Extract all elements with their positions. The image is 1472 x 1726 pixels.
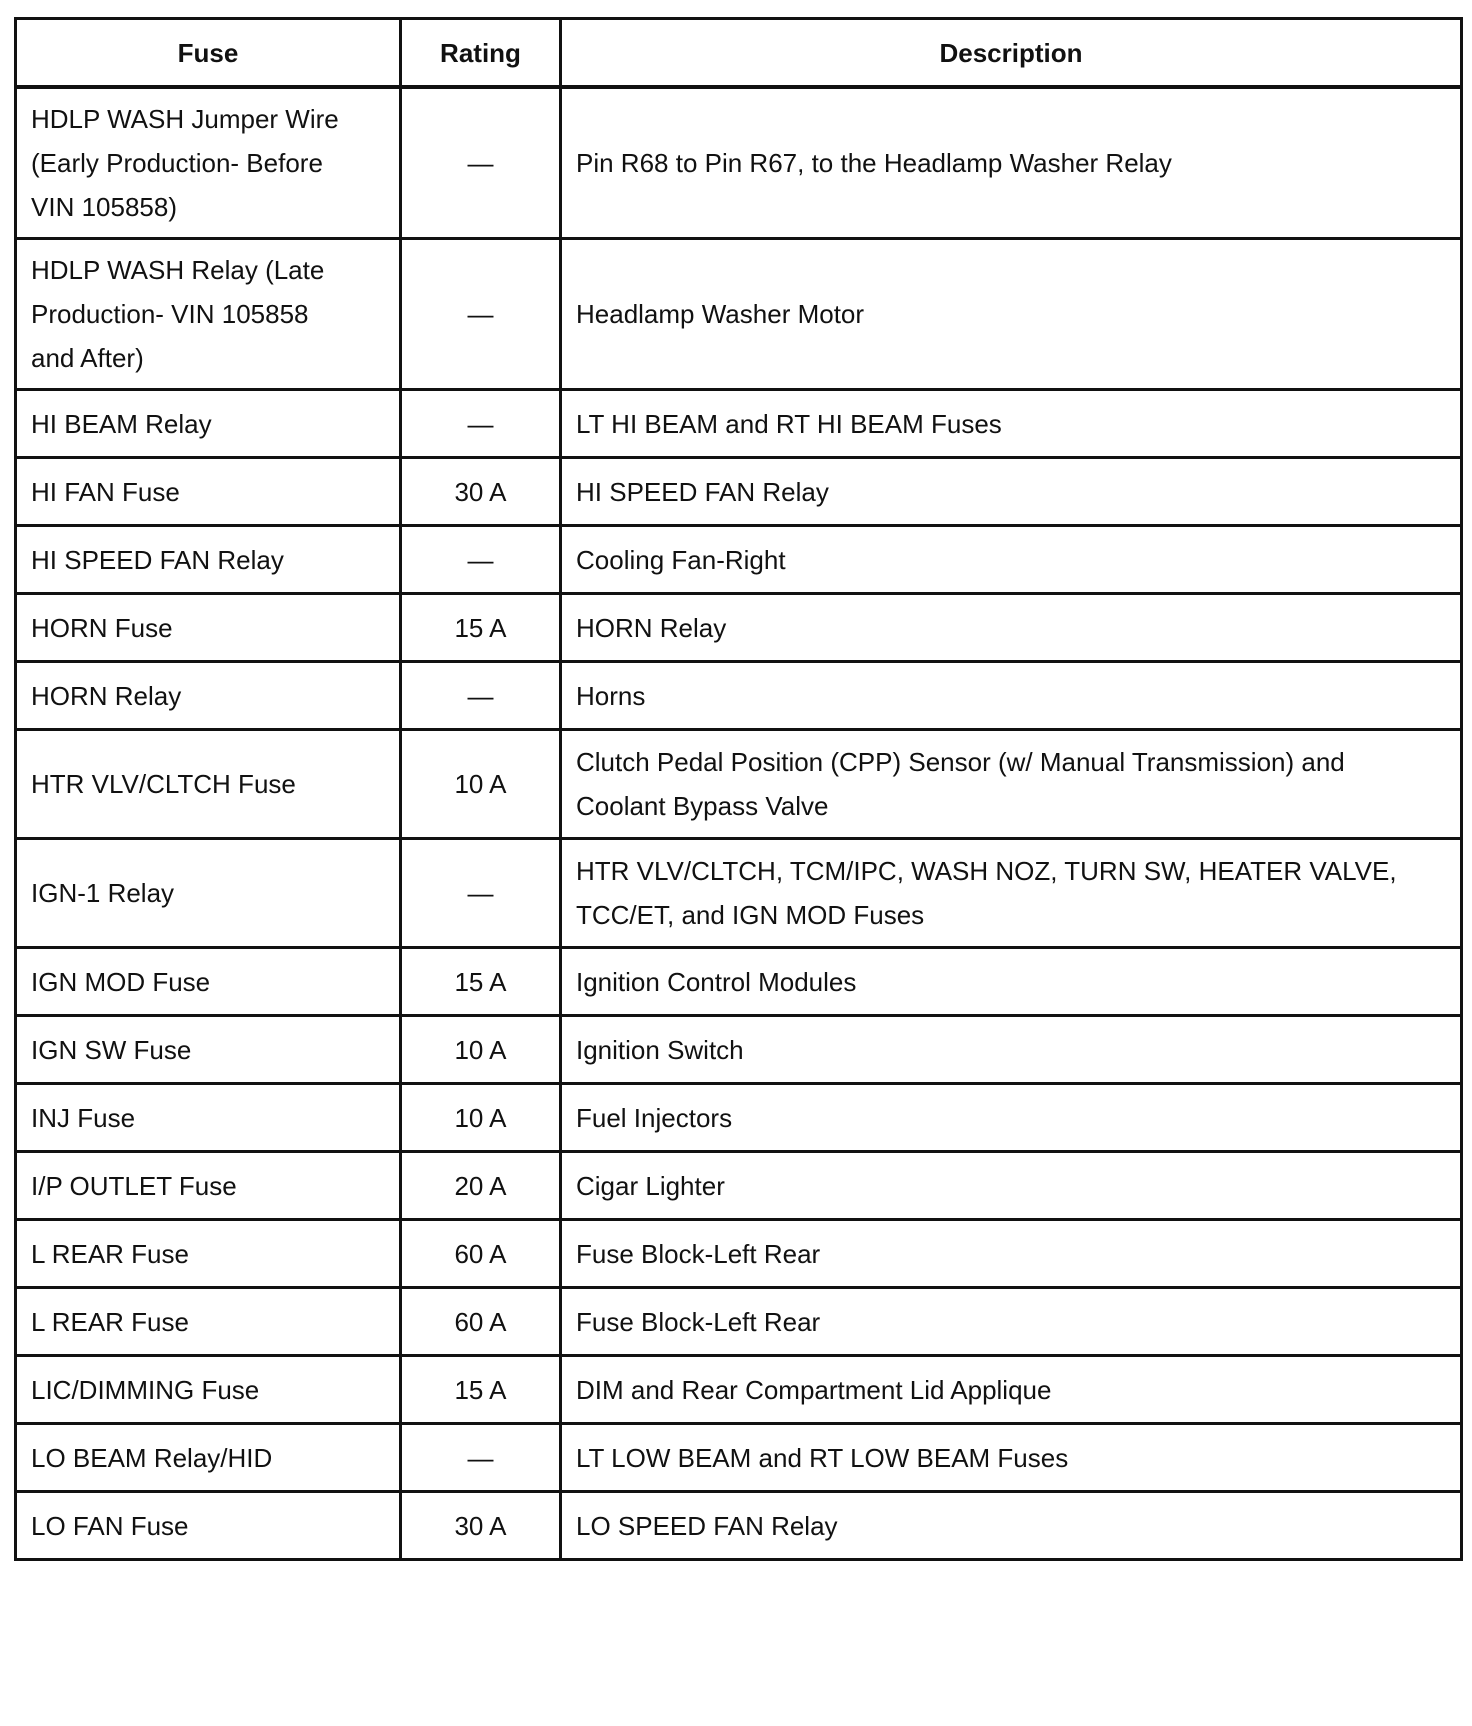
table-row — [16, 239, 1462, 390]
rating-cell: — — [401, 1424, 561, 1492]
description-cell: HI SPEED FAN Relay — [561, 458, 1462, 526]
description-cell: Fuse Block-Left Rear — [561, 1288, 1462, 1356]
fuse-cell: HI FAN Fuse — [16, 458, 401, 526]
fuse-cell: L REAR Fuse — [16, 1288, 401, 1356]
rating-cell: 10 A — [401, 730, 561, 839]
table-row — [16, 1016, 1462, 1084]
table-row — [16, 730, 1462, 839]
table-row — [16, 1492, 1462, 1560]
table-row — [16, 839, 1462, 948]
description-cell: Clutch Pedal Position (CPP) Sensor (w/ Manual Transmission) and Coolant Bypass Valve — [561, 730, 1462, 839]
rating-cell: 15 A — [401, 948, 561, 1016]
fuse-cell: HORN Relay — [16, 662, 401, 730]
fuse-cell: HORN Fuse — [16, 594, 401, 662]
table-row — [16, 87, 1462, 239]
header-rating: Rating — [401, 19, 561, 88]
fuse-cell: HI BEAM Relay — [16, 390, 401, 458]
fuse-cell: HDLP WASH Jumper Wire (Early Production- Before VIN 105858) — [16, 87, 401, 239]
description-cell: LO SPEED FAN Relay — [561, 1492, 1462, 1560]
fuse-cell: LO FAN Fuse — [16, 1492, 401, 1560]
rating-cell: 20 A — [401, 1152, 561, 1220]
table-row — [16, 1084, 1462, 1152]
rating-cell: — — [401, 239, 561, 390]
fuse-cell: LO BEAM Relay/HID — [16, 1424, 401, 1492]
header-description: Description — [561, 19, 1462, 88]
fuse-cell: HDLP WASH Relay (Late Production- VIN 105858 and After) — [16, 239, 401, 390]
description-cell: LT LOW BEAM and RT LOW BEAM Fuses — [561, 1424, 1462, 1492]
table-row — [16, 662, 1462, 730]
rating-cell: 15 A — [401, 1356, 561, 1424]
table-row — [16, 526, 1462, 594]
rating-cell: — — [401, 526, 561, 594]
table-row — [16, 1152, 1462, 1220]
description-cell: Ignition Control Modules — [561, 948, 1462, 1016]
description-cell: Pin R68 to Pin R67, to the Headlamp Washer Relay — [561, 87, 1462, 239]
fuse-cell: IGN-1 Relay — [16, 839, 401, 948]
rating-cell: 30 A — [401, 458, 561, 526]
table-row — [16, 390, 1462, 458]
table-row — [16, 1424, 1462, 1492]
fuse-cell: IGN MOD Fuse — [16, 948, 401, 1016]
description-cell: Headlamp Washer Motor — [561, 239, 1462, 390]
rating-cell: 10 A — [401, 1084, 561, 1152]
rating-cell: 30 A — [401, 1492, 561, 1560]
description-cell: Horns — [561, 662, 1462, 730]
fuse-cell: LIC/DIMMING Fuse — [16, 1356, 401, 1424]
rating-cell: — — [401, 87, 561, 239]
description-cell: Cigar Lighter — [561, 1152, 1462, 1220]
fuse-cell: INJ Fuse — [16, 1084, 401, 1152]
rating-cell: — — [401, 662, 561, 730]
description-cell: Fuel Injectors — [561, 1084, 1462, 1152]
header-fuse: Fuse — [16, 19, 401, 88]
fuse-table — [14, 17, 1463, 1561]
description-cell: Ignition Switch — [561, 1016, 1462, 1084]
fuse-cell: L REAR Fuse — [16, 1220, 401, 1288]
description-cell: Fuse Block-Left Rear — [561, 1220, 1462, 1288]
rating-cell: 60 A — [401, 1220, 561, 1288]
rating-cell: 10 A — [401, 1016, 561, 1084]
table-row — [16, 458, 1462, 526]
rating-cell: 60 A — [401, 1288, 561, 1356]
table-row — [16, 594, 1462, 662]
fuse-cell: HI SPEED FAN Relay — [16, 526, 401, 594]
rating-cell: 15 A — [401, 594, 561, 662]
rating-cell: — — [401, 390, 561, 458]
rating-cell: — — [401, 839, 561, 948]
description-cell: DIM and Rear Compartment Lid Applique — [561, 1356, 1462, 1424]
table-row — [16, 1220, 1462, 1288]
description-cell: Cooling Fan-Right — [561, 526, 1462, 594]
fuse-cell: HTR VLV/CLTCH Fuse — [16, 730, 401, 839]
table-header-row — [16, 19, 1462, 88]
description-cell: HTR VLV/CLTCH, TCM/IPC, WASH NOZ, TURN SW, HEATER VALVE, TCC/ET, and IGN MOD Fuses — [561, 839, 1462, 948]
table-row — [16, 948, 1462, 1016]
description-cell: HORN Relay — [561, 594, 1462, 662]
table-row — [16, 1356, 1462, 1424]
fuse-cell: IGN SW Fuse — [16, 1016, 401, 1084]
table-row — [16, 1288, 1462, 1356]
fuse-cell: I/P OUTLET Fuse — [16, 1152, 401, 1220]
description-cell: LT HI BEAM and RT HI BEAM Fuses — [561, 390, 1462, 458]
